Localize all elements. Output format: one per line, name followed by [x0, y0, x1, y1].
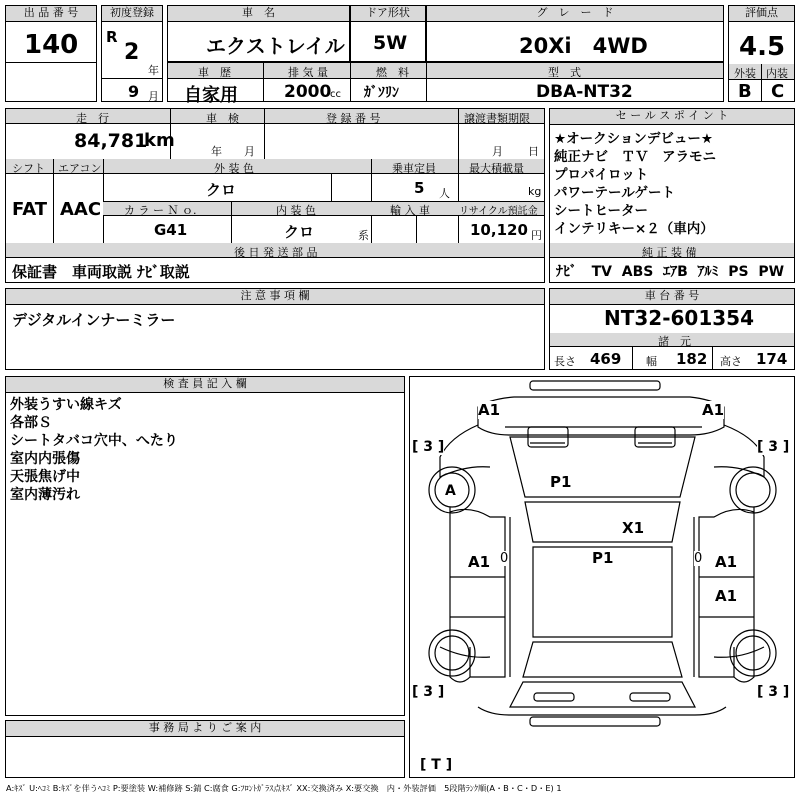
inspector-label: 検 査 員 記 入 欄 — [6, 377, 404, 393]
width: 182 — [676, 350, 708, 368]
grade-label: グ レ ー ド — [427, 6, 723, 22]
sales-points-box — [549, 108, 795, 283]
mark-wheel-a: A — [445, 483, 456, 499]
capacity-label: 乗車定員 — [392, 162, 436, 175]
inspector-note: 天張焦げ中 — [10, 469, 80, 485]
later-parts-label: 後 日 発 送 部 品 — [234, 246, 318, 259]
exterior-label: 外装 — [734, 67, 756, 80]
score: 4.5 — [739, 32, 786, 62]
score-label: 評価点 — [729, 6, 794, 22]
inspector-note: 外装うすい線キズ — [10, 397, 122, 413]
month-unit: 月 — [148, 90, 159, 103]
genuine-equipment-list — [556, 261, 784, 281]
height: 174 — [756, 350, 788, 368]
fuel-label: 燃 料 — [376, 66, 409, 79]
mark-a1-front-left: A1 — [478, 401, 501, 419]
equipment-item: ABS — [621, 264, 654, 280]
mark-tire-fr: [ 3 ] — [757, 439, 790, 455]
sales-point: プロパイロット — [554, 167, 649, 183]
equipment-item: PW — [758, 264, 785, 280]
office-label: 事 務 局 よ り ご 案 内 — [6, 721, 404, 737]
sales-point: パワーテールゲート — [554, 185, 675, 201]
model: DBA-NT32 — [536, 82, 633, 102]
inspection-year-unit: 年 — [211, 145, 222, 158]
grade-box — [426, 5, 724, 62]
equipment-item: ｱﾙﾐ — [697, 264, 719, 280]
interior-color-unit: 系 — [358, 229, 369, 242]
notes-box — [5, 288, 545, 370]
ac-label: エアコン — [58, 162, 102, 175]
chassis-number: NT32-601354 — [604, 306, 755, 330]
capacity-unit: 人 — [439, 187, 450, 200]
mileage-unit: km — [144, 130, 175, 151]
car-diagram-box — [409, 376, 795, 778]
car-name-label: 車 名 — [168, 6, 349, 22]
sales-point: シートヒーター — [554, 203, 648, 219]
sales-point: 純正ナビ ＴＶ アラモニ — [554, 149, 716, 165]
max-load-label: 最大積載量 — [469, 162, 524, 175]
equipment-item: ｴｱB — [663, 264, 688, 280]
equipment-item: ﾅﾋﾞ — [556, 264, 577, 280]
mark-spare: [ T ] — [420, 757, 453, 773]
mark-tire-fl: [ 3 ] — [412, 439, 445, 455]
shift-label: シフト — [12, 162, 45, 175]
exterior-color: クロ — [206, 181, 237, 199]
mileage-label: 走 行 — [76, 112, 109, 125]
sales-points-list — [554, 130, 716, 238]
inspection-month-unit: 月 — [244, 145, 255, 158]
interior-label: 内装 — [766, 67, 788, 80]
car-name-box — [167, 5, 350, 62]
reg-number-label: 登 録 番 号 — [326, 112, 381, 125]
year-unit: 年 — [148, 64, 159, 77]
inspector-note: 室内薄汚れ — [10, 487, 80, 503]
lot-number-box — [5, 5, 97, 102]
car-name: エクストレイル — [206, 34, 345, 58]
inspector-box — [5, 376, 405, 716]
width-label: 幅 — [646, 355, 657, 368]
load-unit: kg — [528, 185, 542, 198]
displacement: 2000 — [284, 82, 332, 102]
mark-p1-front: P1 — [550, 473, 572, 491]
displacement-label: 排 気 量 — [288, 66, 328, 79]
dimensions-label: 諸 元 — [658, 335, 691, 348]
lot-number-label: 出 品 番 号 — [6, 6, 96, 22]
later-parts: 保証書 車両取説 ﾅﾋﾞ取説 — [12, 263, 190, 281]
exterior-color-label: 外 装 色 — [214, 162, 254, 175]
interior-color-label: 内 装 色 — [276, 204, 316, 217]
length-label: 長さ — [554, 355, 576, 368]
capacity: 5 — [414, 179, 425, 197]
reg-year: 2 — [124, 40, 140, 65]
import-label: 輸 入 車 — [390, 204, 430, 217]
interior-grade: C — [771, 81, 785, 102]
recycle-label: リサイクル預託金 — [459, 206, 538, 217]
lot-number: 140 — [24, 30, 79, 60]
door-type: 5W — [373, 32, 408, 54]
air-conditioner: AAC — [60, 199, 102, 220]
transfer-month-unit: 月 — [492, 145, 503, 158]
mileage: 84,781 — [74, 130, 148, 152]
recycle-unit: 円 — [531, 229, 542, 242]
sales-point: ★オークションデビュー★ — [554, 131, 713, 147]
door-label: ドア形状 — [351, 6, 425, 22]
legend: A:ｷｽﾞ U:ﾍｺﾐ B:ｷｽﾞを伴うﾍｺﾐ P:要塗装 W:補修跡 S:錆 C:腐食 G:ﾌﾛﾝﾄｶﾞﾗｽ点ｷｽﾞ XX:交換済み X:要交換 内・外装評価 5段階ﾗﾝｸ順(A・B・C・D・E) 1 — [6, 783, 562, 793]
first-registration-box — [101, 5, 163, 102]
inspection-label: 車 検 — [206, 112, 239, 125]
mark-x1: X1 — [622, 519, 645, 537]
notes-label: 注 意 事 項 欄 — [6, 289, 544, 305]
mark-a1-right-1: A1 — [715, 553, 738, 571]
sales-point: インテリキー×２（車内） — [554, 221, 714, 237]
mark-tire-rl: [ 3 ] — [412, 684, 445, 700]
shift: FAT — [12, 199, 48, 220]
history: 自家用 — [184, 85, 238, 106]
equipment-item: TV — [591, 264, 613, 280]
equipment-item: PS — [728, 264, 749, 280]
mark-p1-rear: P1 — [592, 549, 614, 567]
mark-a1-front-right: A1 — [702, 401, 725, 419]
chassis-label: 車 台 番 号 — [550, 289, 794, 305]
color-number: G41 — [154, 221, 188, 239]
chassis-box — [549, 288, 795, 370]
color-number-label: カ ラ ー Ｎ ｏ. — [124, 204, 197, 217]
inspector-note: シートタバコ穴中、へたり — [10, 433, 178, 449]
mark-a1-right-2: A1 — [715, 587, 738, 605]
spec-block — [5, 108, 545, 283]
length: 469 — [590, 350, 622, 368]
transfer-day-unit: 日 — [528, 145, 539, 158]
genuine-equipment-label: 純 正 装 備 — [642, 246, 697, 259]
mark-zero-right: 0 — [694, 551, 703, 566]
interior-color: クロ — [284, 223, 315, 241]
model-label: 型 式 — [548, 66, 581, 79]
era: R — [106, 28, 118, 46]
history-label: 車 歴 — [198, 66, 231, 79]
history-row — [167, 62, 724, 106]
car-diagram — [410, 377, 794, 777]
mark-zero-left: 0 — [500, 551, 509, 566]
inspector-notes — [10, 396, 178, 504]
notes: デジタルインナーミラー — [12, 311, 176, 329]
inspector-note: 各部Ｓ — [10, 415, 52, 431]
fuel: ｶﾞｿﾘﾝ — [364, 85, 399, 101]
score-box — [728, 5, 795, 102]
door-box — [350, 5, 426, 62]
grade: 20Xi 4WD — [519, 34, 648, 58]
displacement-unit: cc — [330, 89, 341, 100]
inspector-note: 室内内張傷 — [10, 451, 80, 467]
recycle-deposit: 10,120 — [470, 221, 528, 239]
mark-a1-left: A1 — [468, 553, 491, 571]
first-registration-label: 初度登録 — [102, 6, 162, 22]
office-box — [5, 720, 405, 778]
height-label: 高さ — [720, 355, 742, 368]
reg-month: 9 — [128, 82, 140, 101]
transfer-label: 譲渡書類期限 — [464, 112, 530, 125]
exterior-grade: B — [738, 81, 752, 102]
mark-tire-rr: [ 3 ] — [757, 684, 790, 700]
sales-points-label: セ ー ル ス ポ イ ン ト — [550, 109, 794, 125]
